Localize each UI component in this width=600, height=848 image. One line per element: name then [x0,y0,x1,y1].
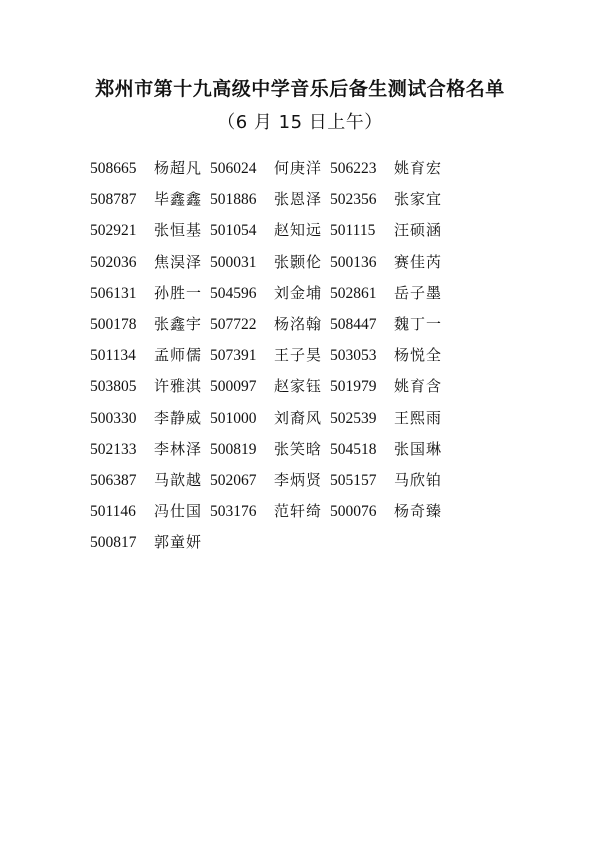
candidate-name: 杨悦全 [394,346,443,365]
candidate-number: 501054 [210,222,257,240]
document-subtitle: （6 月 15 日上午） [217,112,383,133]
list-item [90,408,210,429]
list-item [210,470,330,491]
candidate-number: 500817 [90,534,137,552]
candidate-name: 刘裔风 [274,408,323,427]
candidate-number: 501000 [210,409,257,427]
candidate-name: 杨奇臻 [394,502,443,521]
candidate-name: 汪硕涵 [394,221,443,240]
candidate-name: 范轩绮 [274,502,323,521]
candidate-name: 马歆越 [154,470,203,489]
list-row [90,532,510,563]
candidate-name: 赵家钰 [274,377,323,396]
candidate-name: 李林泽 [154,439,203,458]
list-item [210,501,330,522]
candidate-number: 507722 [210,315,257,333]
candidate-name: 李炳贤 [274,470,323,489]
list-row [90,408,510,439]
list-item [90,158,210,179]
list-item [330,220,450,241]
candidate-name: 张颢伦 [274,252,323,271]
candidate-name: 张家宜 [394,190,443,209]
list-item [90,189,210,210]
list-item [330,376,450,397]
list-row [90,189,510,220]
candidate-number: 502067 [210,471,257,489]
candidate-number: 502036 [90,253,137,271]
list-item [210,189,330,210]
list-item [330,439,450,460]
candidate-list [90,158,510,563]
candidate-number: 506223 [330,160,377,177]
candidate-name: 杨洺翰 [274,314,323,333]
list-item [90,439,210,460]
list-item [90,532,210,553]
list-item [330,252,450,273]
list-row [90,501,510,532]
candidate-number: 500136 [330,253,377,271]
candidate-name: 姚育宏 [394,159,443,177]
candidate-name: 赵知远 [274,221,323,240]
candidate-name: 李静威 [154,408,203,427]
list-item [330,501,450,522]
candidate-number: 508787 [90,191,137,209]
candidate-number: 501886 [210,191,257,209]
list-item [330,314,450,335]
list-row [90,314,510,345]
candidate-number: 501146 [90,503,136,521]
candidate-number: 503176 [210,503,257,521]
list-item [210,439,330,460]
candidate-number: 503805 [90,378,137,396]
candidate-number: 501979 [330,378,377,396]
list-item [210,408,330,429]
candidate-name: 马欣铂 [394,470,443,489]
list-item [90,314,210,335]
list-item [330,470,450,491]
list-item [330,283,450,304]
list-item [330,408,450,429]
candidate-name: 张恒基 [154,221,203,240]
candidate-name: 焦淏泽 [154,252,203,271]
list-item [210,345,330,366]
candidate-number: 504518 [330,440,377,458]
candidate-number: 500097 [210,378,257,396]
candidate-number: 508447 [330,315,377,333]
candidate-name: 何庚洋 [274,159,323,177]
candidate-number: 501115 [330,222,376,240]
candidate-number: 506131 [90,284,137,302]
candidate-name: 孙胜一 [154,283,203,302]
candidate-name: 姚育含 [394,377,443,396]
candidate-number: 500031 [210,253,257,271]
candidate-number: 500330 [90,409,137,427]
list-row [90,158,510,189]
list-row [90,220,510,251]
list-row [90,470,510,501]
candidate-name: 许雅淇 [154,377,203,396]
list-item [330,189,450,210]
list-item [90,501,210,522]
candidate-number: 502133 [90,440,137,458]
list-item [90,376,210,397]
candidate-number: 506024 [210,160,257,177]
list-item [90,252,210,273]
candidate-number: 500076 [330,503,377,521]
candidate-name: 杨超凡 [154,159,203,177]
list-row [90,252,510,283]
candidate-name: 郭童妍 [154,533,203,552]
candidate-number: 500178 [90,315,137,333]
candidate-number: 500819 [210,440,257,458]
candidate-name: 魏丁一 [394,314,443,333]
list-item [210,283,330,304]
candidate-name: 冯仕国 [154,502,203,521]
candidate-name: 孟师儒 [154,346,203,365]
list-item [90,220,210,241]
list-item [210,158,330,179]
list-item [90,470,210,491]
candidate-name: 王子昊 [274,346,323,365]
list-item [210,252,330,273]
list-item [90,283,210,304]
document-title: 郑州市第十九高级中学音乐后备生测试合格名单 [95,78,505,100]
list-item [90,345,210,366]
candidate-number: 502861 [330,284,377,302]
candidate-name: 岳子墨 [394,283,443,302]
list-item [330,158,450,179]
candidate-name: 张国琳 [394,439,443,458]
candidate-name: 张恩泽 [274,190,323,209]
candidate-number: 502921 [90,222,137,240]
candidate-number: 504596 [210,284,257,302]
list-item [210,314,330,335]
candidate-number: 507391 [210,347,257,365]
candidate-name: 赛佳芮 [394,252,443,271]
candidate-name: 王熙雨 [394,408,443,427]
candidate-name: 刘金埔 [274,283,323,302]
list-row [90,283,510,314]
candidate-number: 505157 [330,471,377,489]
list-row [90,439,510,470]
list-row [90,345,510,376]
list-item [330,345,450,366]
list-item [210,220,330,241]
candidate-number: 501134 [90,347,136,365]
candidate-number: 508665 [90,160,137,177]
candidate-name: 毕鑫鑫 [154,190,203,209]
candidate-number: 503053 [330,347,377,365]
list-item [210,376,330,397]
candidate-name: 张笑晗 [274,439,323,458]
list-row [90,376,510,407]
candidate-name: 张鑫宇 [154,314,203,333]
candidate-number: 502539 [330,409,377,427]
candidate-number: 502356 [330,191,377,209]
candidate-number: 506387 [90,471,137,489]
